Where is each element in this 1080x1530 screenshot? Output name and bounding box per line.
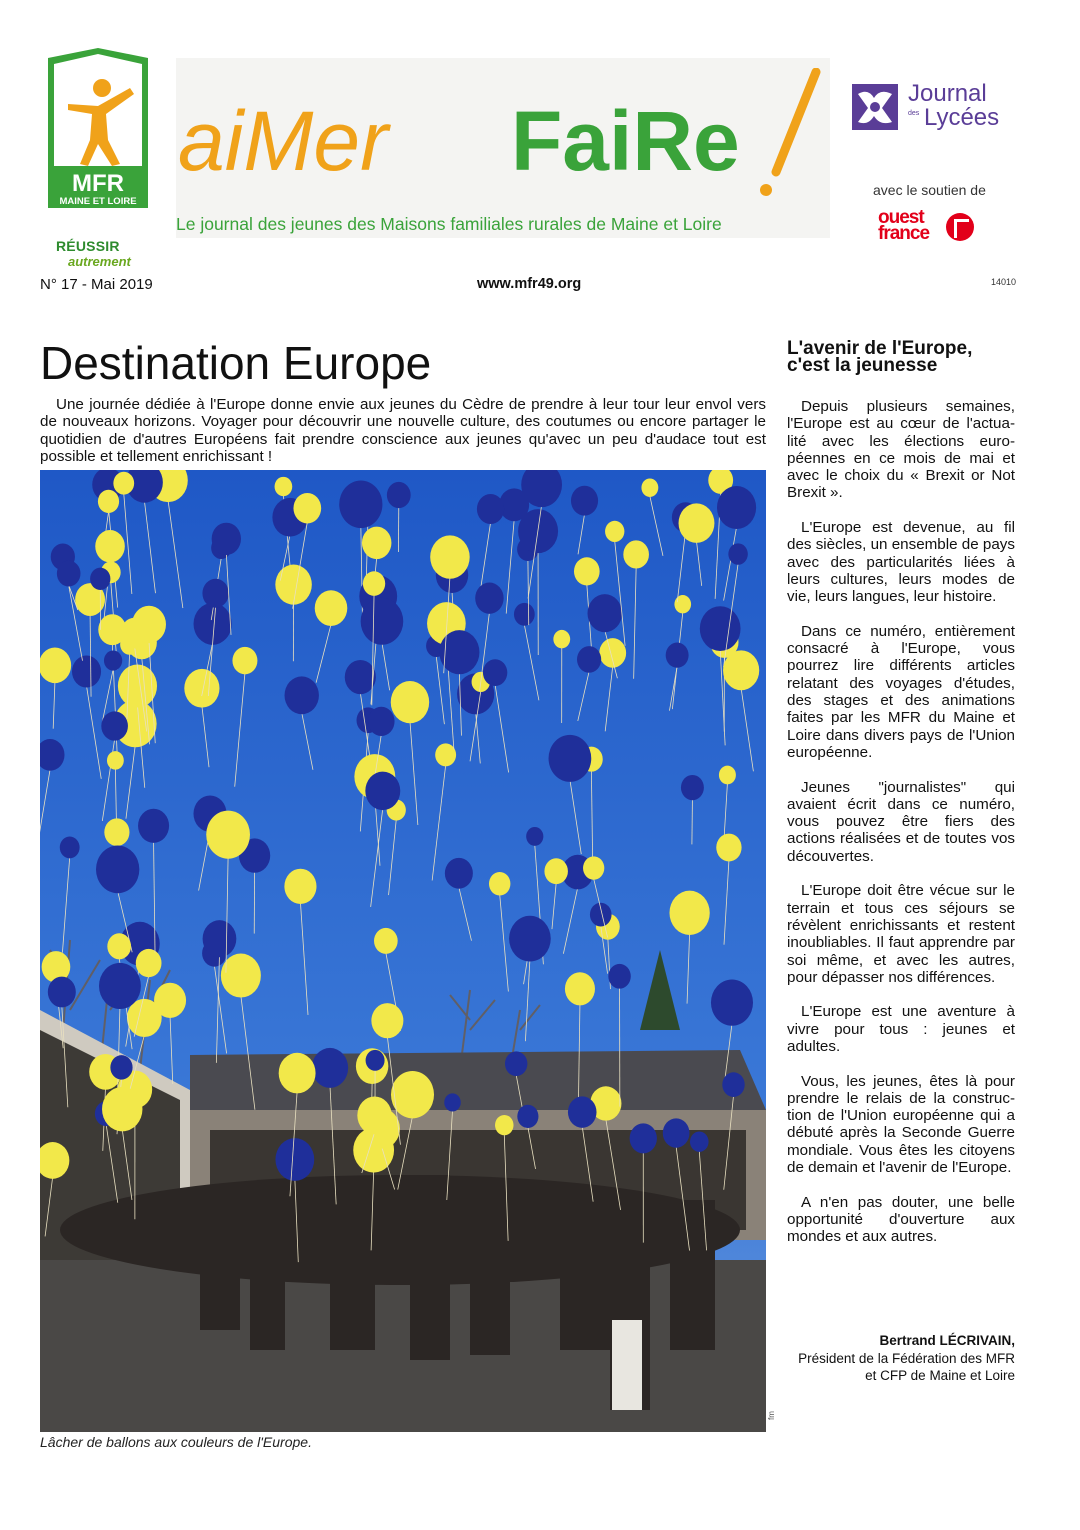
balloon xyxy=(544,858,568,884)
masthead-title xyxy=(176,68,830,218)
editorial-paragraph: Vous, les jeunes, êtes là pour prendre le relais de la construction de l'Union européenne qui a débuté après la Seconde Guerre mondiale. Vous êtes les citoyens de demain et l'avenir de l'Europe. xyxy=(787,1072,1015,1177)
balloon xyxy=(728,543,747,564)
article-lede: Une journée dédiée à l'Europe donne envie aux jeunes du Cèdre de prendre à leur tour leur envol vers de nouveaux horizons. Voyager pour découvrir une nouvelle culture, des coutumes ou encore partager le quotidien de d'autres Européens fait prendre conscience aux jeunes qu'avec un peu d'audace tout est possible et tellement enrichissant ! xyxy=(40,396,766,465)
balloon xyxy=(571,486,598,516)
balloon xyxy=(605,521,624,542)
article-photo xyxy=(40,470,766,1432)
balloon xyxy=(505,1051,527,1076)
balloon xyxy=(663,1118,690,1147)
mfr-logo-graphic xyxy=(48,48,148,228)
balloon xyxy=(315,590,348,626)
jdl-word-1: Journal xyxy=(908,80,987,107)
balloon xyxy=(711,980,753,1026)
balloon xyxy=(679,503,715,542)
balloon xyxy=(489,872,510,896)
balloon xyxy=(104,818,129,846)
balloon xyxy=(361,598,404,645)
balloon xyxy=(203,920,237,957)
balloon xyxy=(387,482,411,508)
ouest-france-circle-icon xyxy=(946,213,974,241)
balloon xyxy=(285,676,319,714)
issue-number-date: N° 17 - Mai 2019 xyxy=(40,276,153,293)
balloon xyxy=(608,964,630,989)
jdl-logo-icon xyxy=(852,84,898,130)
editorial-paragraph: L'Europe est une aventure à vivre pour tous : jeunes et adultes. xyxy=(787,1003,1015,1055)
signature-role-1: Président de la Fédération des MFR xyxy=(798,1351,1015,1366)
balloon xyxy=(495,1115,514,1135)
balloon xyxy=(477,494,504,524)
ground xyxy=(40,1260,766,1432)
issue-code: 14010 xyxy=(991,277,1017,287)
signature-role-2: et CFP de Maine et Loire xyxy=(865,1368,1015,1383)
balloon xyxy=(104,651,122,671)
ouest-france-logo xyxy=(878,207,930,244)
balloon xyxy=(184,669,219,708)
balloon xyxy=(445,858,473,889)
editorial-title xyxy=(787,340,1017,374)
balloon xyxy=(577,646,601,673)
jdl-word-2: Lycées xyxy=(924,104,1000,131)
balloon xyxy=(568,1096,597,1127)
balloon xyxy=(102,1087,142,1131)
balloon xyxy=(72,656,101,688)
balloon xyxy=(435,743,456,766)
balloon xyxy=(716,834,741,862)
editorial-title-line-2: c'est la jeunesse xyxy=(787,355,938,376)
ouest-france-word-2: france xyxy=(878,223,930,244)
balloon xyxy=(206,811,250,859)
editorial-paragraph: L'Europe est devenue, au fil des siècles, un ensemble de pays avec des particularités liées à leurs cultures, leurs modes de vie, leurs langues, leur histoire. xyxy=(787,519,1015,606)
balloon xyxy=(371,1003,403,1038)
balloon xyxy=(339,481,382,529)
photo-credit: fm xyxy=(767,1411,776,1420)
support-label: avec le soutien de xyxy=(873,182,986,198)
balloon xyxy=(681,775,704,800)
mfr-logo xyxy=(48,48,148,228)
balloon-release-photo xyxy=(40,470,766,1432)
balloon xyxy=(275,477,293,496)
exclamation-dot-icon xyxy=(760,184,772,196)
balloon xyxy=(99,963,141,1009)
balloon xyxy=(599,638,626,668)
balloon xyxy=(113,472,134,495)
balloon xyxy=(717,486,756,529)
editorial-paragraph: Depuis plusieurs semaines, l'Europe est au cœur de l'actualité avec les élections européennes en ce mois de mai et avec le choix du « Brexit or Not Brexit ». xyxy=(787,398,1015,502)
balloon xyxy=(136,949,162,977)
masthead-title-word-1: aiMer xyxy=(178,94,389,188)
balloon xyxy=(132,606,166,643)
balloon xyxy=(583,856,604,879)
balloon xyxy=(48,977,76,1008)
editorial-paragraph: Dans ce numéro, entièrement consacré à l'Europe, vous pourrez lire différents articles relatant des voyages d'études, des stages et des animations faites par les MFR du Maine et Loire dans divers pays de l'Union européenne. xyxy=(787,622,1015,761)
balloon xyxy=(630,1123,657,1153)
mfr-tagline-2: autrement xyxy=(68,254,131,269)
balloon xyxy=(588,594,623,632)
balloon xyxy=(363,571,385,596)
balloon xyxy=(623,540,649,568)
website-link[interactable]: www.mfr49.org xyxy=(477,276,582,292)
balloon xyxy=(107,751,124,770)
balloon-string xyxy=(692,799,693,844)
balloon xyxy=(690,1131,709,1151)
masthead-subtitle: Le journal des jeunes des Maisons familiales rurales de Maine et Loire xyxy=(176,214,722,234)
balloon xyxy=(212,523,241,555)
balloon xyxy=(391,681,429,723)
balloon xyxy=(107,933,131,959)
mfr-logo-text: MFR xyxy=(72,170,124,197)
balloon xyxy=(57,561,81,587)
balloon xyxy=(483,659,507,686)
balloon xyxy=(549,735,592,782)
ouest-france-word-1: ouest xyxy=(878,207,924,228)
balloon xyxy=(475,583,503,614)
balloon xyxy=(138,809,169,843)
journal-des-lycees-logo xyxy=(852,84,898,130)
masthead xyxy=(176,58,830,238)
mfr-tagline-1: RÉUSSIR xyxy=(56,238,120,254)
balloon xyxy=(101,711,128,740)
jdl-small: des xyxy=(908,110,920,117)
balloon xyxy=(674,595,691,613)
balloon xyxy=(574,557,600,585)
exclamation-mark-icon xyxy=(776,72,816,172)
balloon xyxy=(590,903,612,927)
balloon xyxy=(365,772,400,810)
balloon xyxy=(430,535,470,578)
balloon xyxy=(641,478,658,497)
signature-name: Bertrand LÉCRIVAIN, xyxy=(879,1333,1015,1348)
balloon xyxy=(517,1105,538,1128)
balloon xyxy=(719,766,736,785)
editorial-title-line-1: L'avenir de l'Europe, xyxy=(787,338,973,359)
balloon xyxy=(722,1072,744,1097)
balloon xyxy=(90,568,110,590)
photo-caption: Lâcher de ballons aux couleurs de l'Europe. xyxy=(40,1434,312,1450)
balloon xyxy=(284,869,316,904)
balloon xyxy=(312,1048,348,1088)
balloon xyxy=(666,643,689,668)
balloon xyxy=(366,1050,385,1071)
balloon xyxy=(565,972,595,1005)
balloon xyxy=(279,1053,316,1094)
balloon xyxy=(275,565,312,605)
balloon xyxy=(509,916,551,962)
balloon xyxy=(391,1071,434,1118)
masthead-title-word-2: FaiRe xyxy=(511,94,740,188)
balloon xyxy=(96,846,139,894)
balloon xyxy=(723,650,759,690)
balloon xyxy=(202,579,228,608)
balloon xyxy=(362,527,392,559)
balloon xyxy=(444,1093,461,1111)
balloon xyxy=(526,827,543,846)
balloon xyxy=(275,1138,314,1181)
balloon xyxy=(60,837,80,859)
mfr-logo-sub: MAINE ET LOIRE xyxy=(59,196,137,207)
editorial-paragraph: L'Europe doit être vécue sur le terrain et tous ces séjours se révèlent enrichissants et restent inoubliables. Il faut apprendre par soi même, et avec les autres, pour dépasser nos différences. xyxy=(787,882,1015,986)
balloon xyxy=(232,647,257,674)
editorial-paragraph: Jeunes "journalistes" qui avaient écrit dans ce numéro, vous pouvez être fiers des actions réalisées et de toutes vos découvertes. xyxy=(787,778,1015,865)
balloon xyxy=(700,606,741,651)
balloon xyxy=(98,490,119,513)
balloon xyxy=(95,530,125,563)
balloon xyxy=(293,493,321,523)
balloon xyxy=(357,1096,391,1134)
balloon xyxy=(221,954,261,998)
article-headline: Destination Europe xyxy=(40,337,432,389)
balloon xyxy=(368,707,395,736)
balloon xyxy=(40,648,71,684)
balloon xyxy=(374,928,398,954)
balloon xyxy=(345,660,376,694)
editorial-body xyxy=(787,398,1015,1263)
editorial-paragraph: A n'en pas douter, une belle opportunité d'ouverture aux mondes et aux autres. xyxy=(787,1193,1015,1246)
balloon xyxy=(110,1055,132,1079)
building-roof xyxy=(190,1050,766,1120)
balloon xyxy=(669,891,709,935)
balloon xyxy=(194,603,232,645)
balloon xyxy=(553,630,570,648)
balloon xyxy=(514,603,535,626)
